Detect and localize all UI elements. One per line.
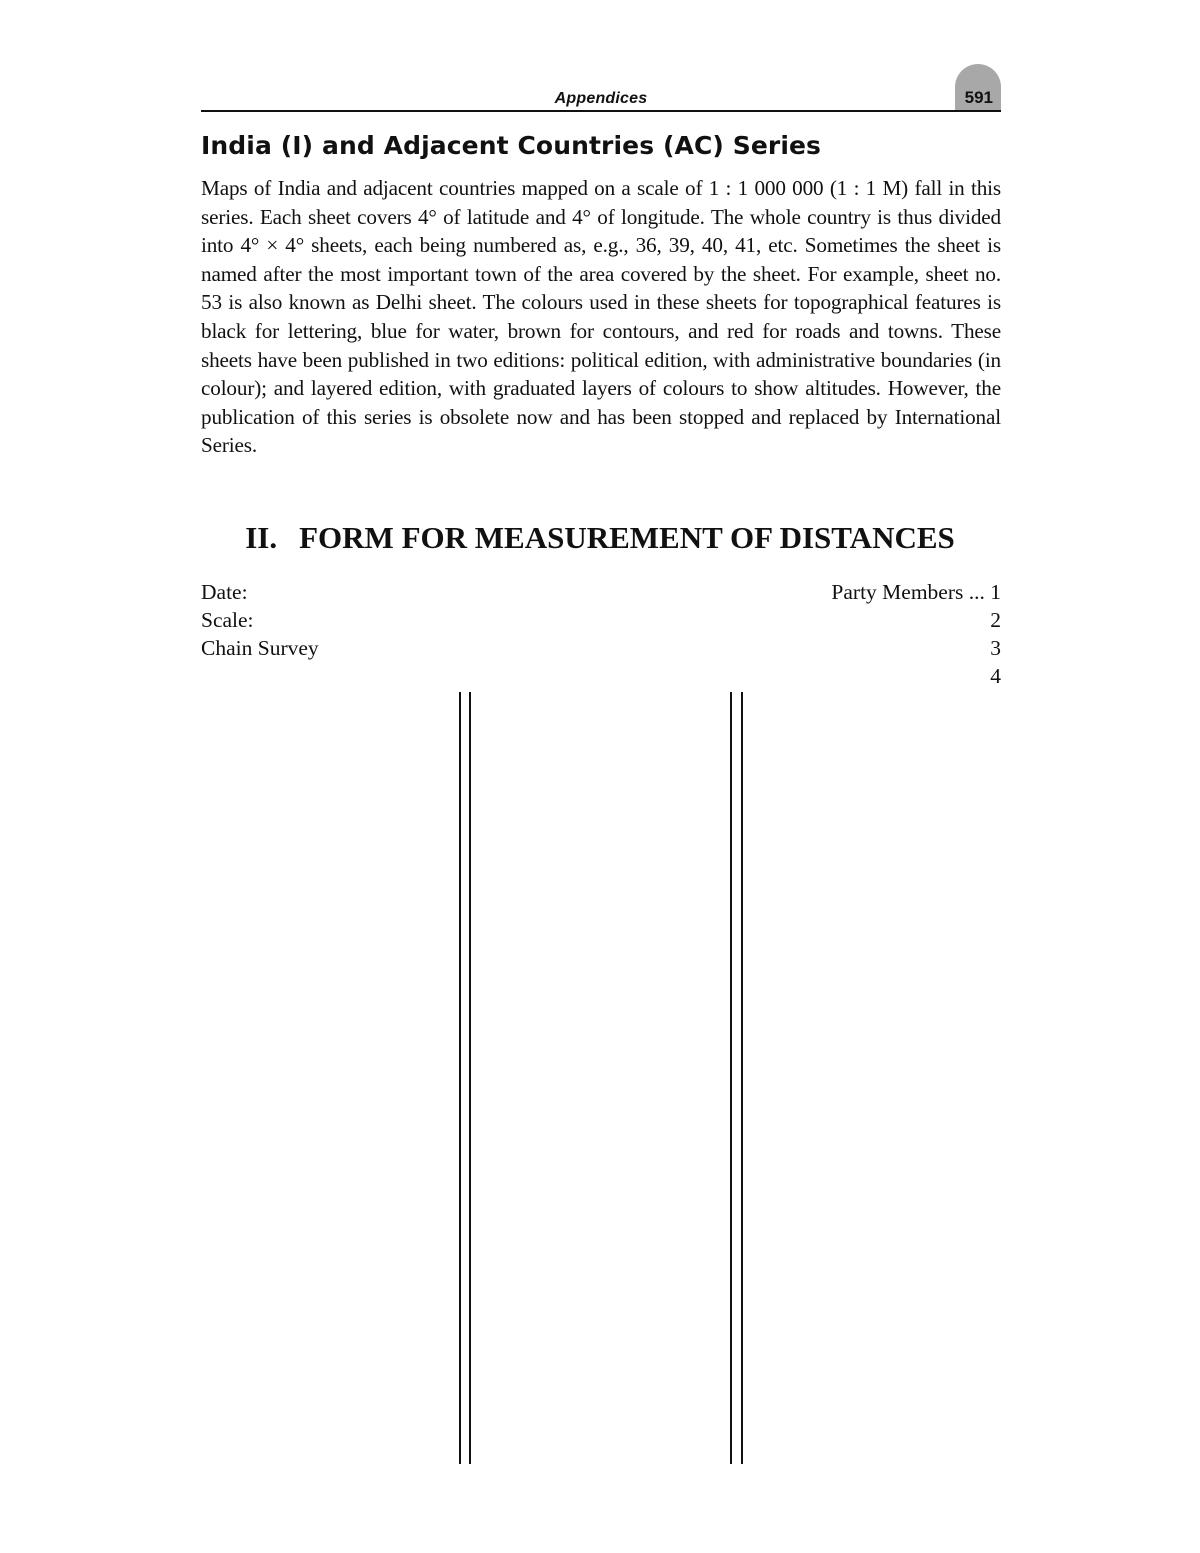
form-heading-title: FORM FOR MEASUREMENT OF DISTANCES — [299, 520, 955, 555]
chain-column-rule — [459, 692, 461, 1464]
chain-column-rule — [741, 692, 743, 1464]
running-header — [201, 64, 1001, 112]
form-heading — [0, 520, 1200, 556]
header-rule — [201, 110, 1001, 112]
form-heading-numeral: II. — [245, 520, 278, 555]
party-members-label: Party Members ... 1 — [831, 580, 1001, 604]
date-field-label: Date: — [201, 580, 248, 604]
section-paragraph: Maps of India and adjacent countries mapped on a scale of 1 : 1 000 000 (1 : 1 M) fall in this series. Each sheet covers 4° of latitude and 4° of longitude. The whole country is thus divided into 4° × 4° sheets, each being numbered as, e.g., 36, 39, 40, 41, etc. Sometimes the sheet is named after the most important town of the area covered by the sheet. For example, sheet no. 53 is also known as Delhi sheet. The colours used in these sheets for topographical features is black for lettering, blue for water, brown for contours, and red for roads and towns. These sheets have been published in two editions: political edition, with administrative boundaries (in colour); and layered edition, with graduated layers of colours to show altitudes. However, the publication of this series is obsolete now and has been stopped and replaced by International Series. — [201, 176, 1001, 458]
party-member-number: 4 — [990, 664, 1001, 688]
party-member-number: 3 — [990, 636, 1001, 660]
scale-field-label: Scale: — [201, 608, 254, 632]
chain-column-rule — [730, 692, 732, 1464]
chain-column-rule — [469, 692, 471, 1464]
section-heading: India (I) and Adjacent Countries (AC) Series — [201, 131, 822, 160]
page-number: 591 — [964, 88, 993, 107]
chain-survey-label: Chain Survey — [201, 636, 319, 660]
running-header-title: Appendices — [554, 90, 648, 107]
party-member-number: 2 — [990, 608, 1001, 632]
